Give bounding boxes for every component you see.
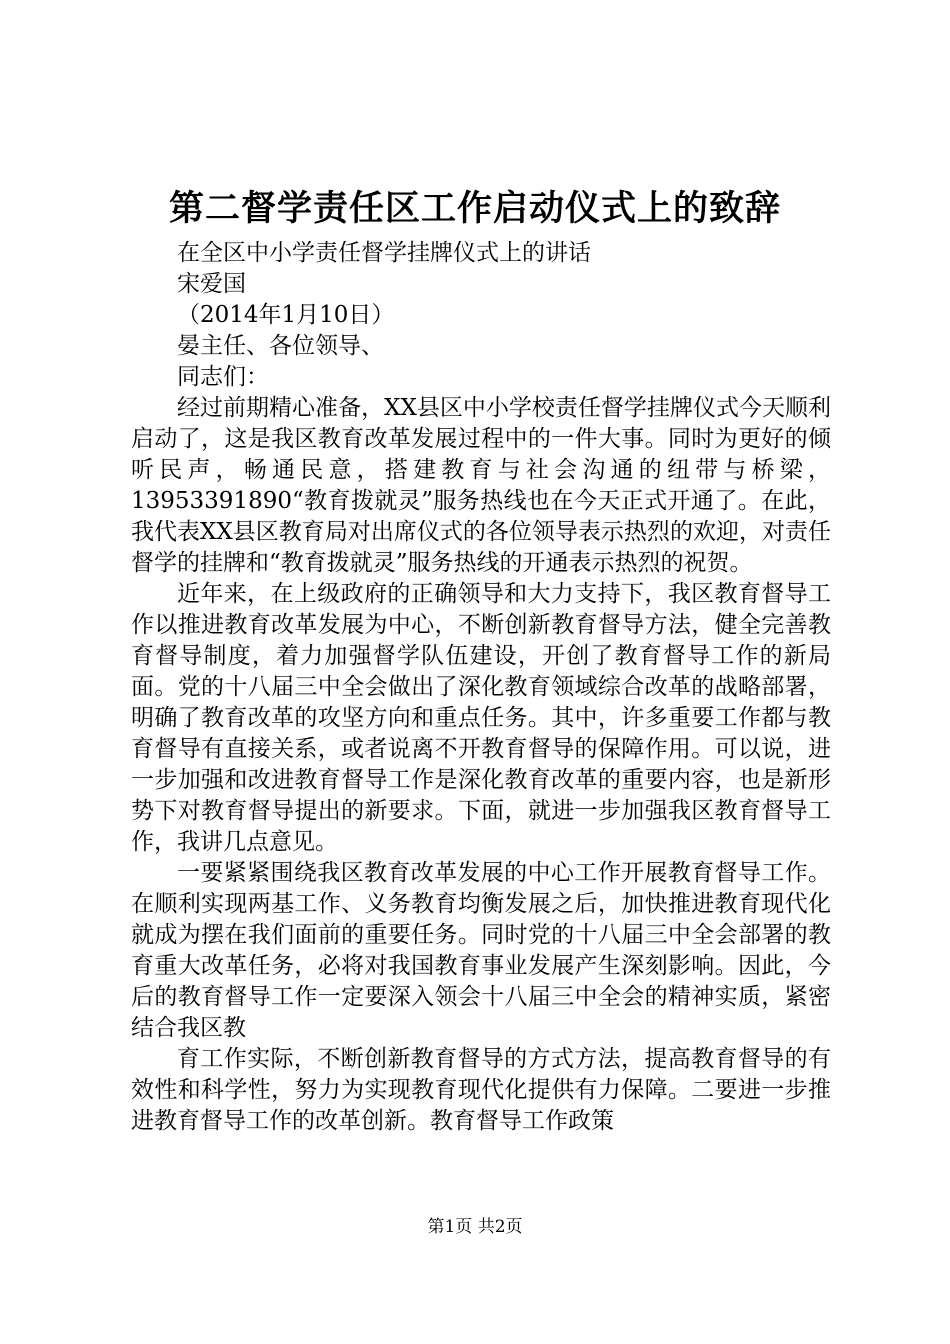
body-paragraph-2: 近年来，在上级政府的正确领导和大力支持下，我区教育督导工作以推进教育改革发展为中心，不断创新教育督导方法，健全完善教育督导制度，着力加强督学队伍建设，开创了教育督导工作的新局面。党的十八届三中全会做出了深化教育领域综合改革的战略部署，明确了教育改革的攻坚方向和重点任务。其中，许多重要工作都与教育督导有直接关系，或者说离不开教育督导的保障作用。可以说，进一步加强和改进教育督导工作是深化教育改革的重要内容，也是新形势下对教育督导提出的新要求。下面，就进一步加强我区教育督导工作，我讲几点意见。 — [131, 581, 831, 855]
document-subtitle: 在全区中小学责任督学挂牌仪式上的讲话 — [177, 240, 591, 266]
body-paragraph-4: 育工作实际，不断创新教育督导的方式方法，提高教育督导的有效性和科学性，努力为实现教育现代化提供有力保障。二要进一步推进教育督导工作的改革创新。教育督导工作政策 — [131, 1046, 831, 1134]
author-name: 宋爱国 — [177, 271, 246, 297]
salutation-line-2: 同志们： — [177, 364, 269, 390]
document-body — [131, 238, 831, 1137]
body-paragraph-3: 一要紧紧围绕我区教育改革发展的中心工作开展教育督导工作。在顺利实现两基工作、义务教育均衡发展之后，加快推进教育现代化就成为摆在我们面前的重要任务。同时党的十八届三中全会部署的教育重大改革任务，必将对我国教育事业发展产生深刻影响。因此，今后的教育督导工作一定要深入领会十八届三中全会的精神实质，紧密结合我区教 — [131, 860, 831, 1041]
body-paragraph-1: 经过前期精心准备，XX县区中小学校责任督学挂牌仪式今天顺利启动了，这是我区教育改革发展过程中的一件大事。同时为更好的倾听民声，畅通民意，搭建教育与社会沟通的纽带与桥梁，13953391890“教育拨就灵”服务热线也在今天正式开通了。在此，我代表XX县区教育局对出席仪式的各位领导表示热烈的欢迎，对责任督学的挂牌和“教育拨就灵”服务热线的开通表示热烈的祝贺。 — [131, 395, 831, 576]
speech-date: （2014年1月10日） — [177, 302, 395, 328]
page-footer: 第1页 共2页 — [427, 1217, 523, 1237]
salutation-line-1: 晏主任、各位领导、 — [177, 333, 384, 359]
page-title: 第二督学责任区工作启动仪式上的致辞 — [168, 189, 781, 229]
